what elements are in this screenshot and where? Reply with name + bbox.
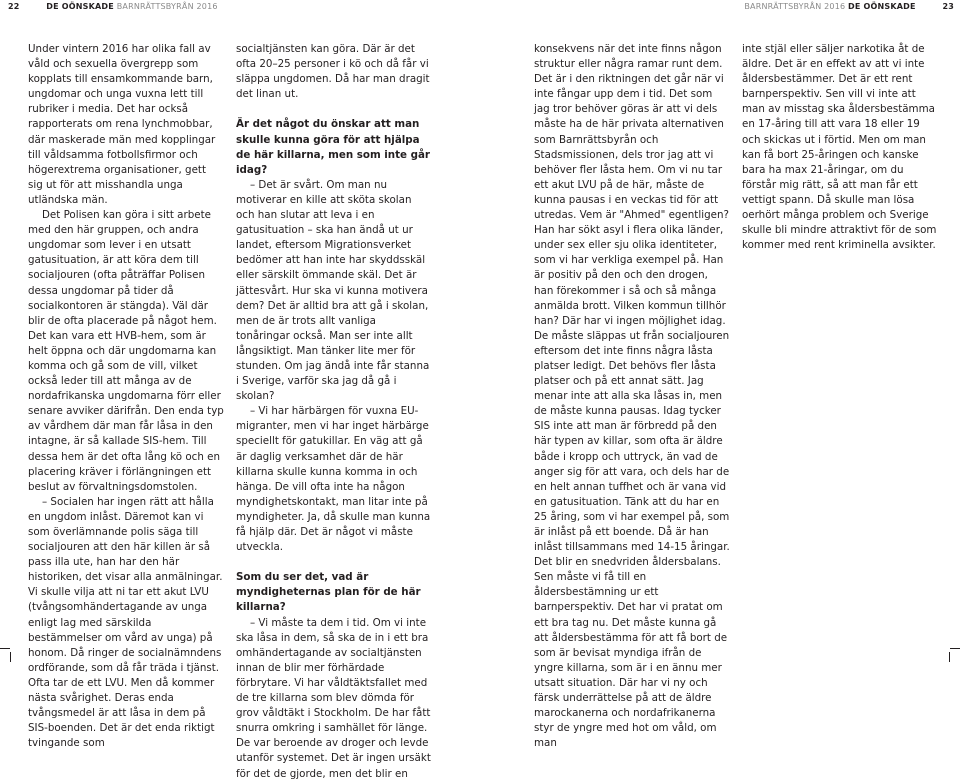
left-page-number: 22 bbox=[8, 2, 20, 11]
paragraph: konsekvens när det inte finns någon struktur eller några ramar runt dem. Det är i den riktningen det går när vi inte fångar upp dem i tid. Det som jag tror behöver göras är att vi dels måste ha de här privata alternativen som Barnrättsbyrån och Stadsmissionen, dels tror jag att vi behöver fler låsta hem. Om vi nu tar ett akut LVU på de här, måste de kunna pausas i en veckas tid för att utredas. Vem är "Ahmed" egentligen? Han har sökt asyl i flera olika länder, under sex eller sju olika identiteter, som vi har verkliga exempel på. Han är positiv på den och den drogen, han förekommer i så och så många anmälda brott. Vilken kommun tillhör han? Där har vi ingen möjlighet idag. De måste släppas ut från socialjouren eftersom det inte finns några låsta platser ledigt. Det behövs fler låsta platser och på ett annat sätt. Jag menar inte att alla ska låsas in, men de måste kunna pausas. Idag tycker SIS inte att man är förbredd på den här typen av killar, som ofta är äldre både i kropp och uttryck, än vad de anger sig för att vara, och dels har de en helt annan tuffhet och är vana vid en gatusituation. Tänk att du har en 25 åring, som vi har exempel på, som är inlåst på ett boende. Då är han inlåst tillsammans med 14-15 åringar. Det blir en snedvriden åldersbalans. Sen måste vi få till en åldersbestämning ur ett barnperspektiv. Det har vi pratat om ett bra tag nu. Det måste kunna gå att åldersbestämma för att få bort de som är bevisat myndiga ifrån de yngre killarna, som är i en ännu mer utsatt situation. Där har vi ny och färsk underrättelse på att de äldre marockanerna och nordafrikanerna styr de yngre med hot om våld, om man bbox=[534, 43, 730, 750]
page-header bbox=[0, 0, 960, 14]
paragraph: inte stjäl eller säljer narkotika åt de äldre. Det är en effekt av att vi inte åldersbestämmer. Det är ett rent barnperspektiv. Sen vill vi inte att man av misstag ska åldersbestämma en 17-åring till att vara 18 eller 19 och skickas ut i förtid. Men om man kan få bort 25-åringen och kanske bara ha max 21-åringar, om du förstår mig rätt, så att man får ett vettigt spann. Då skulle man lösa oerhört många problem och Sverige skulle bli mindre attraktivt för de som kommer med rent kriminella avsikter. bbox=[742, 43, 937, 252]
left-publication-subtitle: BARNRÄTTSBYRÅN 2016 bbox=[116, 2, 218, 11]
paragraph: – Vi måste ta dem i tid. Om vi inte ska låsa in dem, så ska de in i ett bra omhändertagande av socialtjänsten innan de blir mer förhärdade förbrytare. Vi har våldtäktsfallet med de tre killarna som blev dömda för grov våldtäkt i Stockholm. De har fått snurra omkring i samhället för länge. De var beroende av droger och levde utanför systemet. Det är ingen ursäkt för det de gjorde, men det blir en bbox=[236, 616, 431, 780]
text-column-4 bbox=[742, 42, 938, 253]
paragraph: Det Polisen kan göra i sitt arbete med den här gruppen, och andra ungdomar som lever i en utsatt gatusituation, är att köra dem till socialjouren (ofta påträffar Polisen dessa ungdomar på tider då socialkontoren är stängda). Väl där blir de ofta placerade på något hem. Det kan vara ett HVB-hem, som är helt öppna och där ungdomarna kan komma och gå som de vill, vilket också leder till att många av de nordafrikanska ungdomarna förr eller senare avviker därifrån. Den enda typ av vårdhem där man får låsa in den intagne, är så kallade SIS-hem. Till dessa hem är det ofta lång kö och en placering kräver i förlängningen ett beslut av förvaltningsdomstolen. bbox=[28, 209, 224, 493]
crop-mark bbox=[10, 652, 11, 662]
right-page-number: 23 bbox=[942, 2, 954, 11]
crop-mark bbox=[950, 648, 960, 649]
paragraph: – Socialen har ingen rätt att hålla en ungdom inlåst. Däremot kan vi som överlämnande polis säga till socialjouren att den här killen är så pass illa ute, han har den här historiken, det visar alla anmälningar. Vi skulle vilja att ni tar ett akut LVU (tvångsomhändertagande av unga enligt lag med särskilda bestämmelser om vård av unga) på honom. Då ringer de socialnämndens ordförande, som då får träda i tjänst. Ofta tar de ett LVU. Men då kommer nästa svårighet. Deras enda tvångsmedel är att låsa in dem på SIS-boenden. Det är det enda riktigt tvingande som bbox=[28, 495, 223, 750]
paragraph: socialtjänsten kan göra. Där är det ofta 20–25 personer i kö och då får vi släppa ungdomen. Då har man dragit det linan ut. bbox=[236, 43, 430, 101]
left-publication-title: DE OÖNSKADE bbox=[46, 2, 114, 11]
crop-mark bbox=[949, 652, 950, 662]
text-column-3 bbox=[534, 42, 730, 751]
paragraph: Under vintern 2016 har olika fall av våld och sexuella övergrepp som kopplats till ensamkommande barn, ungdomar och unga vuxna lett till rubriker i media. Det har också rapporterats om rena lynchmobbar, där maskerade män med kopplingar till våldsamma fotbollsfirmor och högerextrema organisationer, gett sig ut för att misshandla unga utländska män. bbox=[28, 43, 216, 206]
right-page-header bbox=[744, 2, 954, 11]
right-publication-subtitle: BARNRÄTTSBYRÅN 2016 bbox=[744, 2, 846, 11]
right-publication-title: DE OÖNSKADE bbox=[848, 2, 916, 11]
paragraph: – Det är svårt. Om man nu motiverar en kille att sköta skolan och han slutar att leva i en gatusituation – ska han ändå ut ur landet, eftersom Migrationsverket bedömer att han inte har skyddsskäl eller särskilt ömmande skäl. Det är jättesvårt. Hur ska vi kunna motivera dem? Det är alltid bra att gå i skolan, men de är trots allt vanliga tonåringar också. Man ser inte allt långsiktigt. Man tänker lite mer för stunden. Om jag ändå inte får stanna i Sverige, varför ska jag då gå i skolan? bbox=[236, 178, 430, 403]
crop-mark bbox=[0, 648, 10, 649]
paragraph: – Vi har härbärgen för vuxna EU-migranter, men vi har inget härbärge speciellt för gatukillar. En väg att gå är daglig verksamhet där de här killarna skulle kunna komma in och hänga. De vill ofta inte ha någon myndighetskontakt, man litar inte på myndigheter. Ja, då skulle man kunna få hjälp där. Det är något vi måste utveckla. bbox=[236, 405, 431, 554]
left-page-header bbox=[8, 2, 218, 11]
interview-question: Är det något du önskar att man skulle kunna göra för att hjälpa de här killarna, men som inte går idag? bbox=[236, 118, 431, 176]
interview-question: Som du ser det, vad är myndigheternas plan för de här killarna? bbox=[236, 571, 421, 614]
text-column-1 bbox=[28, 42, 224, 751]
text-column-2 bbox=[236, 42, 432, 782]
